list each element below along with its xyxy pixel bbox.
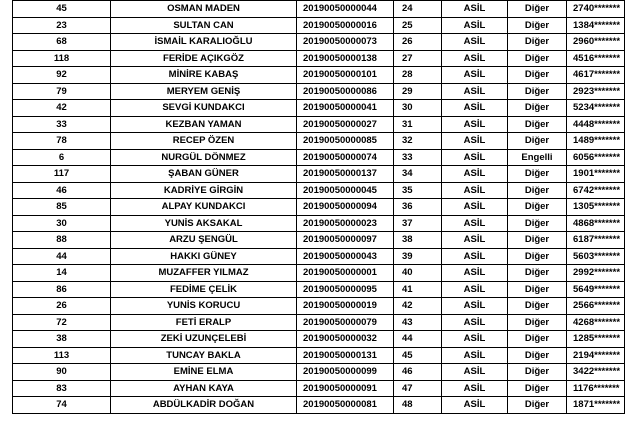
- status-cell: ASİL: [442, 149, 508, 166]
- table-row: [13, 149, 625, 166]
- status-cell: ASİL: [442, 34, 508, 51]
- sira-cell: 118: [13, 50, 111, 67]
- sira-cell: 6: [13, 149, 111, 166]
- quota-cell: Diğer: [508, 215, 567, 232]
- quota-cell: Diğer: [508, 314, 567, 331]
- sira-cell: 88: [13, 232, 111, 249]
- quota-cell: Diğer: [508, 397, 567, 414]
- name-cell: MUZAFFER YILMAZ: [111, 265, 297, 282]
- application-number-cell: 20190050000099: [297, 364, 394, 381]
- id-number-cell: 6056*******: [567, 149, 625, 166]
- id-number-cell: 2992*******: [567, 265, 625, 282]
- sira-cell: 45: [13, 1, 111, 18]
- status-cell: ASİL: [442, 331, 508, 348]
- rank-cell: 44: [394, 331, 442, 348]
- id-number-cell: 2740*******: [567, 1, 625, 18]
- name-cell: ABDÜLKADİR DOĞAN: [111, 397, 297, 414]
- sira-cell: 38: [13, 331, 111, 348]
- status-cell: ASİL: [442, 232, 508, 249]
- status-cell: ASİL: [442, 397, 508, 414]
- name-cell: YUNİS AKSAKAL: [111, 215, 297, 232]
- table-row: [13, 364, 625, 381]
- id-number-cell: 1489*******: [567, 133, 625, 150]
- status-cell: ASİL: [442, 50, 508, 67]
- id-number-cell: 1285*******: [567, 331, 625, 348]
- rank-cell: 26: [394, 34, 442, 51]
- status-cell: ASİL: [442, 298, 508, 315]
- status-cell: ASİL: [442, 364, 508, 381]
- name-cell: RECEP ÖZEN: [111, 133, 297, 150]
- id-number-cell: 1176*******: [567, 380, 625, 397]
- status-cell: ASİL: [442, 17, 508, 34]
- sira-cell: 74: [13, 397, 111, 414]
- table-row: [13, 347, 625, 364]
- table-row: [13, 67, 625, 84]
- name-cell: TUNCAY BAKLA: [111, 347, 297, 364]
- name-cell: ZEKİ UZUNÇELEBİ: [111, 331, 297, 348]
- application-number-cell: 20190050000131: [297, 347, 394, 364]
- table-row: [13, 298, 625, 315]
- id-number-cell: 2194*******: [567, 347, 625, 364]
- table-row: [13, 314, 625, 331]
- quota-cell: Diğer: [508, 265, 567, 282]
- application-number-cell: 20190050000094: [297, 199, 394, 216]
- id-number-cell: 4516*******: [567, 50, 625, 67]
- id-number-cell: 6742*******: [567, 182, 625, 199]
- rank-cell: 34: [394, 166, 442, 183]
- id-number-cell: 1871*******: [567, 397, 625, 414]
- sira-cell: 42: [13, 100, 111, 117]
- sira-cell: 33: [13, 116, 111, 133]
- name-cell: ŞABAN GÜNER: [111, 166, 297, 183]
- table-row: [13, 199, 625, 216]
- name-cell: MİNİRE KABAŞ: [111, 67, 297, 84]
- status-cell: ASİL: [442, 199, 508, 216]
- application-number-cell: 20190050000027: [297, 116, 394, 133]
- rank-cell: 38: [394, 232, 442, 249]
- application-number-cell: 20190050000044: [297, 1, 394, 18]
- name-cell: YUNİS KORUCU: [111, 298, 297, 315]
- name-cell: İSMAİL KARALIOĞLU: [111, 34, 297, 51]
- application-number-cell: 20190050000086: [297, 83, 394, 100]
- application-number-cell: 20190050000137: [297, 166, 394, 183]
- application-number-cell: 20190050000095: [297, 281, 394, 298]
- id-number-cell: 2960*******: [567, 34, 625, 51]
- sira-cell: 113: [13, 347, 111, 364]
- table-row: [13, 133, 625, 150]
- rank-cell: 25: [394, 17, 442, 34]
- status-cell: ASİL: [442, 133, 508, 150]
- application-number-cell: 20190050000138: [297, 50, 394, 67]
- id-number-cell: 4868*******: [567, 215, 625, 232]
- name-cell: ARZU ŞENGÜL: [111, 232, 297, 249]
- table-row: [13, 50, 625, 67]
- application-number-cell: 20190050000043: [297, 248, 394, 265]
- table-row: [13, 248, 625, 265]
- name-cell: FEDİME ÇELİK: [111, 281, 297, 298]
- id-number-cell: 1305*******: [567, 199, 625, 216]
- name-cell: OSMAN MADEN: [111, 1, 297, 18]
- quota-cell: Diğer: [508, 116, 567, 133]
- quota-cell: Diğer: [508, 34, 567, 51]
- quota-cell: Diğer: [508, 281, 567, 298]
- status-cell: ASİL: [442, 314, 508, 331]
- application-number-cell: 20190050000073: [297, 34, 394, 51]
- id-number-cell: 6187*******: [567, 232, 625, 249]
- id-number-cell: 4617*******: [567, 67, 625, 84]
- application-number-cell: 20190050000001: [297, 265, 394, 282]
- table-row: [13, 100, 625, 117]
- sira-cell: 78: [13, 133, 111, 150]
- status-cell: ASİL: [442, 248, 508, 265]
- name-cell: SEVGİ KUNDAKCI: [111, 100, 297, 117]
- name-cell: AYHAN KAYA: [111, 380, 297, 397]
- table-row: [13, 83, 625, 100]
- application-number-cell: 20190050000101: [297, 67, 394, 84]
- status-cell: ASİL: [442, 67, 508, 84]
- quota-cell: Diğer: [508, 83, 567, 100]
- table-row: [13, 215, 625, 232]
- table-row: [13, 34, 625, 51]
- name-cell: SULTAN CAN: [111, 17, 297, 34]
- rank-cell: 37: [394, 215, 442, 232]
- sira-cell: 14: [13, 265, 111, 282]
- sira-cell: 30: [13, 215, 111, 232]
- sira-cell: 68: [13, 34, 111, 51]
- table-row: [13, 232, 625, 249]
- quota-cell: Diğer: [508, 166, 567, 183]
- name-cell: KEZBAN YAMAN: [111, 116, 297, 133]
- sira-cell: 46: [13, 182, 111, 199]
- name-cell: FETİ ERALP: [111, 314, 297, 331]
- rank-cell: 48: [394, 397, 442, 414]
- status-cell: ASİL: [442, 215, 508, 232]
- quota-cell: Diğer: [508, 182, 567, 199]
- application-number-cell: 20190050000045: [297, 182, 394, 199]
- id-number-cell: 5649*******: [567, 281, 625, 298]
- quota-cell: Diğer: [508, 67, 567, 84]
- quota-cell: Diğer: [508, 347, 567, 364]
- rank-cell: 41: [394, 281, 442, 298]
- status-cell: ASİL: [442, 347, 508, 364]
- rank-cell: 31: [394, 116, 442, 133]
- sira-cell: 92: [13, 67, 111, 84]
- table-row: [13, 1, 625, 18]
- rank-cell: 27: [394, 50, 442, 67]
- application-number-cell: 20190050000041: [297, 100, 394, 117]
- application-number-cell: 20190050000016: [297, 17, 394, 34]
- status-cell: ASİL: [442, 265, 508, 282]
- application-number-cell: 20190050000074: [297, 149, 394, 166]
- rank-cell: 28: [394, 67, 442, 84]
- rank-cell: 35: [394, 182, 442, 199]
- table-row: [13, 182, 625, 199]
- status-cell: ASİL: [442, 281, 508, 298]
- table-row: [13, 116, 625, 133]
- name-cell: HAKKI GÜNEY: [111, 248, 297, 265]
- name-cell: NURGÜL DÖNMEZ: [111, 149, 297, 166]
- application-number-cell: 20190050000085: [297, 133, 394, 150]
- sira-cell: 79: [13, 83, 111, 100]
- name-cell: FERİDE AÇIKGÖZ: [111, 50, 297, 67]
- id-number-cell: 3422*******: [567, 364, 625, 381]
- quota-cell: Diğer: [508, 100, 567, 117]
- status-cell: ASİL: [442, 380, 508, 397]
- table-row: [13, 397, 625, 414]
- application-number-cell: 20190050000079: [297, 314, 394, 331]
- rank-cell: 36: [394, 199, 442, 216]
- application-number-cell: 20190050000097: [297, 232, 394, 249]
- table-row: [13, 166, 625, 183]
- id-number-cell: 2566*******: [567, 298, 625, 315]
- quota-cell: Diğer: [508, 248, 567, 265]
- rank-cell: 30: [394, 100, 442, 117]
- quota-cell: Diğer: [508, 133, 567, 150]
- rank-cell: 39: [394, 248, 442, 265]
- quota-cell: Diğer: [508, 17, 567, 34]
- status-cell: ASİL: [442, 166, 508, 183]
- sira-cell: 86: [13, 281, 111, 298]
- quota-cell: Diğer: [508, 380, 567, 397]
- sira-cell: 90: [13, 364, 111, 381]
- table-row: [13, 265, 625, 282]
- id-number-cell: 1901*******: [567, 166, 625, 183]
- application-number-cell: 20190050000032: [297, 331, 394, 348]
- rank-cell: 24: [394, 1, 442, 18]
- rank-cell: 42: [394, 298, 442, 315]
- sira-cell: 44: [13, 248, 111, 265]
- quota-cell: Diğer: [508, 50, 567, 67]
- rank-cell: 43: [394, 314, 442, 331]
- rank-cell: 32: [394, 133, 442, 150]
- quota-cell: Diğer: [508, 331, 567, 348]
- table-row: [13, 281, 625, 298]
- id-number-cell: 2923*******: [567, 83, 625, 100]
- id-number-cell: 1384*******: [567, 17, 625, 34]
- application-number-cell: 20190050000091: [297, 380, 394, 397]
- application-number-cell: 20190050000019: [297, 298, 394, 315]
- table-row: [13, 331, 625, 348]
- table-body: [13, 1, 625, 414]
- id-number-cell: 5603*******: [567, 248, 625, 265]
- rank-cell: 29: [394, 83, 442, 100]
- rank-cell: 33: [394, 149, 442, 166]
- rank-cell: 45: [394, 347, 442, 364]
- sira-cell: 85: [13, 199, 111, 216]
- rank-cell: 47: [394, 380, 442, 397]
- application-number-cell: 20190050000081: [297, 397, 394, 414]
- result-table: [12, 0, 625, 414]
- quota-cell: Diğer: [508, 298, 567, 315]
- name-cell: EMİNE ELMA: [111, 364, 297, 381]
- quota-cell: Diğer: [508, 1, 567, 18]
- status-cell: ASİL: [442, 182, 508, 199]
- quota-cell: Diğer: [508, 232, 567, 249]
- id-number-cell: 4448*******: [567, 116, 625, 133]
- quota-cell: Diğer: [508, 199, 567, 216]
- application-number-cell: 20190050000023: [297, 215, 394, 232]
- sira-cell: 26: [13, 298, 111, 315]
- quota-cell: Engelli: [508, 149, 567, 166]
- sira-cell: 83: [13, 380, 111, 397]
- status-cell: ASİL: [442, 83, 508, 100]
- name-cell: KADRİYE GİRGİN: [111, 182, 297, 199]
- status-cell: ASİL: [442, 1, 508, 18]
- sira-cell: 117: [13, 166, 111, 183]
- status-cell: ASİL: [442, 116, 508, 133]
- rank-cell: 40: [394, 265, 442, 282]
- sira-cell: 72: [13, 314, 111, 331]
- name-cell: ALPAY KUNDAKCI: [111, 199, 297, 216]
- quota-cell: Diğer: [508, 364, 567, 381]
- table-row: [13, 17, 625, 34]
- sira-cell: 23: [13, 17, 111, 34]
- rank-cell: 46: [394, 364, 442, 381]
- table-row: [13, 380, 625, 397]
- id-number-cell: 5234*******: [567, 100, 625, 117]
- name-cell: MERYEM GENİŞ: [111, 83, 297, 100]
- status-cell: ASİL: [442, 100, 508, 117]
- id-number-cell: 4268*******: [567, 314, 625, 331]
